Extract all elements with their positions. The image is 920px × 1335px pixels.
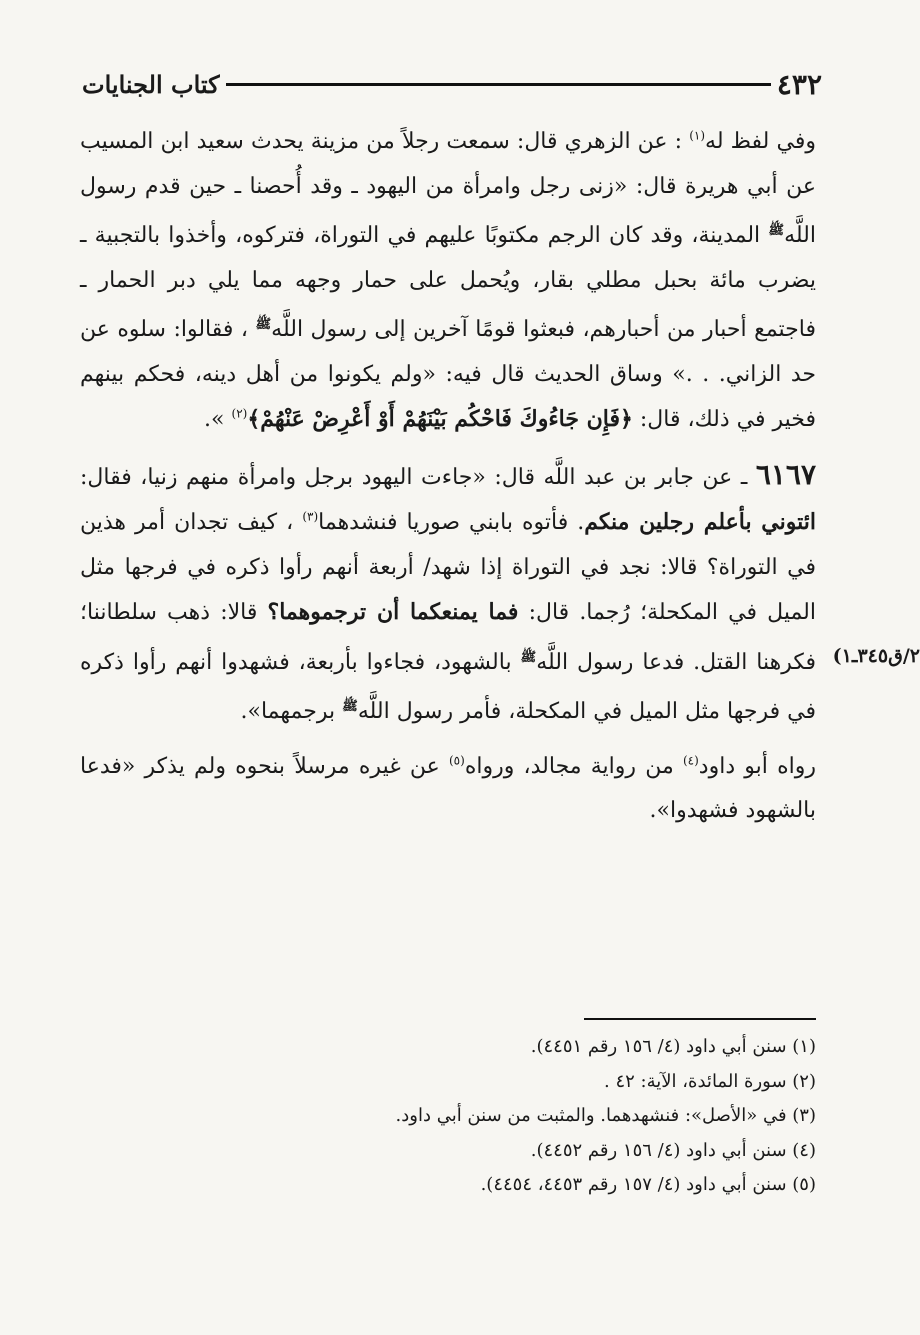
footnote-ref-3[interactable]: (٣) — [302, 509, 319, 524]
text-segment: رواه أبو داود — [698, 753, 816, 779]
header-rule — [226, 83, 771, 86]
text-segment: . فأتوه بابني صوريا فنشدهما — [318, 510, 585, 535]
book-title: كتاب الجنايات — [82, 69, 220, 99]
page-number: ٤٣٢ — [776, 67, 822, 101]
footnote-rule — [584, 1018, 816, 1020]
paragraph-2 — [80, 453, 816, 735]
salla-icon: ﷺ — [768, 223, 785, 238]
text-segment: ، فقالوا: سلوه عن حد الزاني. . .» وساق الحديث قال فيه: «ولم يكونوا من أهل دينه، فحكم بينهم فخير في ذلك، قال: — [80, 317, 816, 432]
text-segment: ـ عن جابر بن عبد اللَّه قال: «جاءت اليهود برجل وامرأة منهم زنيا، فقال: — [80, 464, 756, 490]
text-segment: ». — [204, 407, 232, 432]
text-segment: : عن الزهري قال: سمعت رجلاً من مزينة يحدث سعيد ابن المسيب عن أبي هريرة قال: «زنى رجل وامرأة من اليهود ـ وقد أُحصنا ـ حين قدم رسول اللَّه — [80, 129, 816, 248]
footnote-ref-4[interactable]: (٤) — [682, 753, 699, 768]
footnote-ref-5[interactable]: (٥) — [448, 753, 465, 768]
text-segment: وفي لفظ له — [705, 129, 816, 154]
text-segment: برجمهما». — [240, 699, 343, 724]
quran-verse: ﴿فَإِن جَاءُوكَ فَاحْكُم بَيْنَهُمْ أَوْ أَعْرِضْ عَنْهُمْ﴾ — [247, 406, 633, 432]
text-segment: المدينة، وقد كان الرجم مكتوبًا عليهم في التوراة، فتركوه، وأخذوا بالتجبية ـ يضرب مائة بحبل مطلي بقار، ويُحمل على حمار وجهه مما يلي دبر الحمار ـ فاجتمع أحبار من أحبارهم، فبعثوا قومًا آخرين إلى رسول اللَّه — [80, 223, 816, 342]
footnotes — [80, 1030, 816, 1203]
text-segment: قالا: ذهب سلطاننا؛ فكرهنا القتل. فدعا رسول اللَّه — [80, 600, 817, 675]
footnote-ref-1[interactable]: (١) — [689, 128, 706, 143]
footnote-4: (٤) سنن أبي داود (٤/ ١٥٦ رقم ٤٤٥٢). — [530, 1139, 816, 1161]
text-segment: بالشهود، فجاءوا بأربعة، فشهدوا أنهم رأوا ذكره في فرجها مثل الميل في المكحلة، فأمر رسول اللَّه — [80, 649, 816, 724]
paragraph-1 — [80, 120, 816, 443]
main-text — [80, 120, 816, 834]
prophet-speech: ائتوني بأعلم رجلين منكم — [584, 509, 816, 535]
paragraph-3 — [80, 745, 816, 834]
footnote-ref-2[interactable]: (٢) — [231, 406, 248, 421]
text-segment: ، كيف تجدان أمر هذين في التوراة؟ قالا: نجد في التوراة إذا شهد/ أربعة أنهم رأوا ذكره في فرجها مثل الميل في المكحلة؛ رُجما. قال: — [80, 510, 816, 625]
hadith-number: ٦١٦٧ — [755, 457, 816, 491]
text-segment: من رواية مجالد، ورواه — [464, 753, 683, 779]
manuscript-margin-ref: ٢/ق٣٤٥ـ١) — [832, 645, 920, 667]
prophet-speech: فما يمنعكما أن ترجموهما؟ — [267, 599, 519, 625]
text-segment: عن غيره مرسلاً بنحوه ولم يذكر «فدعا بالشهود فشهدوا». — [80, 753, 816, 823]
salla-icon: ﷺ — [520, 649, 537, 665]
salla-icon: ﷺ — [342, 699, 358, 714]
footnote-2: (٢) سورة المائدة، الآية: ٤٢ . — [604, 1070, 816, 1092]
footnote-3: (٣) في «الأصل»: فنشهدهما. والمثبت من سنن أبي داود. — [395, 1105, 816, 1126]
footnote-5: (٥) سنن أبي داود (٤/ ١٥٧ رقم ٤٤٥٣، ٤٤٥٤). — [480, 1174, 816, 1195]
running-header — [82, 62, 822, 106]
footnote-1: (١) سنن أبي داود (٤/ ١٥٦ رقم ٤٤٥١). — [530, 1036, 816, 1057]
salla-icon: ﷺ — [255, 317, 272, 332]
